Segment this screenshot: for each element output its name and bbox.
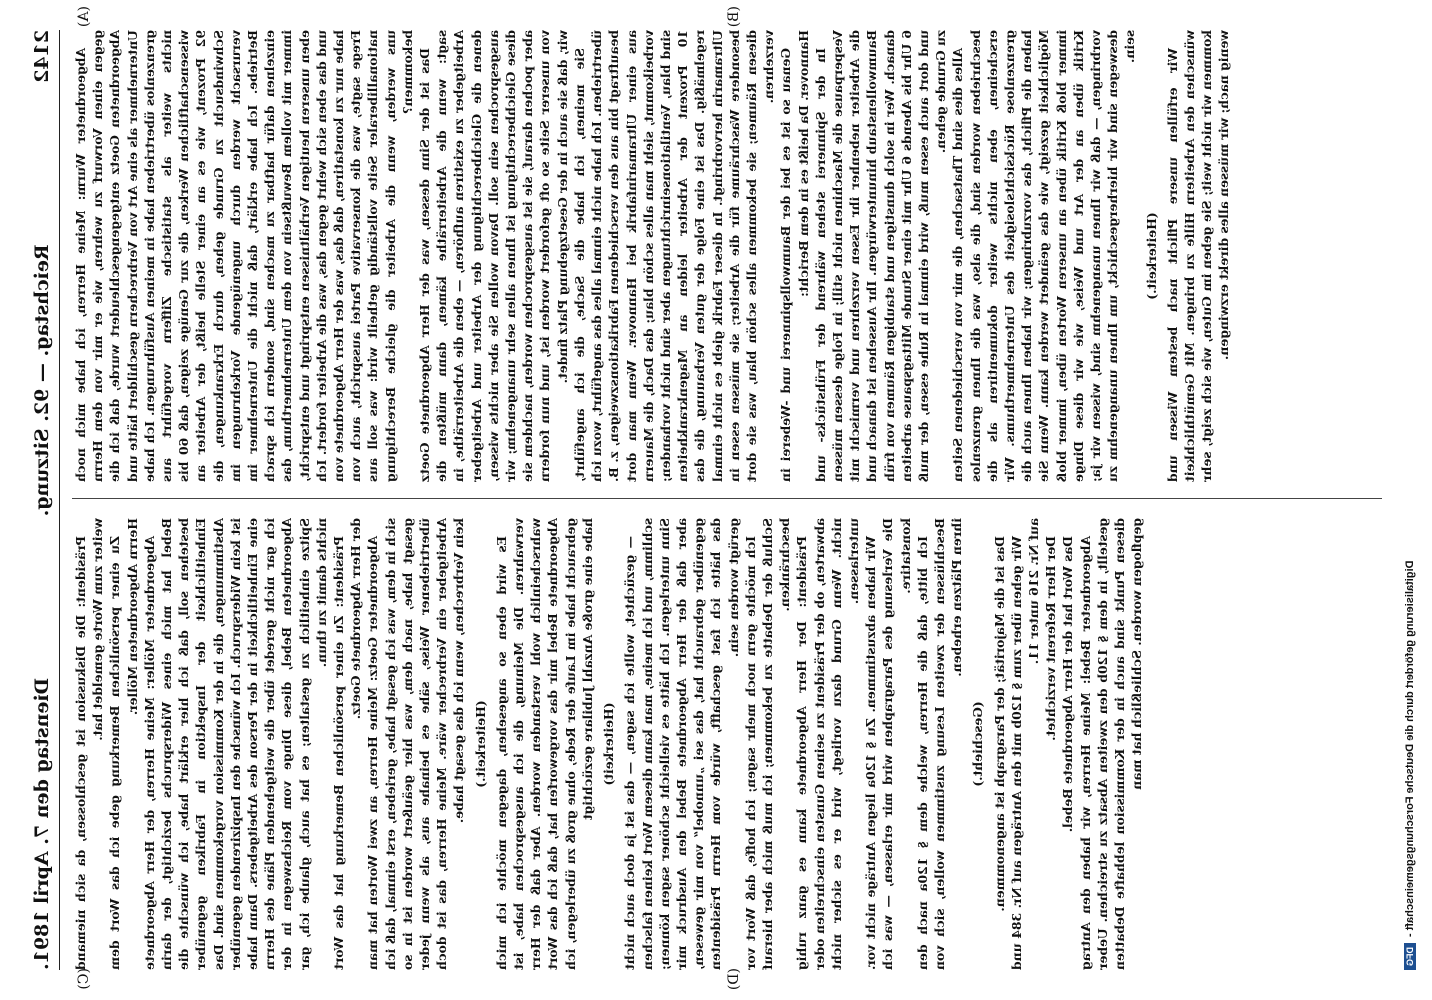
paragraph: Alles dies sind Thatsachen, die mir von verschiedenen Seiten beschrieben worden sind, die also, was die Ihnen grenzenlos erscheinen, eben nichts weiter dokumentiren als die grenzenlose Rücksichtslosigkeit des Unternehmerthums. Wir haben die Pflicht, das vorzubringen; wir haben Ihnen auch die Möglichkeit gezeigt, wie das geändert werden kann. Wenn Sie immer bloß Kritik üben an unseren Worten üben, immer bloß Kritik üben an der Art und Weise, wie wir diese Dinge vorbringen, — daß wir Ihnen unangenehm sind, wissen wir ja; deswegen sind wir hierhergeschickt, um Ihnen unangenehm zu sein. (950, 30, 1138, 482)
paragraph: Wir erfüllen unsere Pflicht nach bestem Wissen und wünschen den Arbeitern Hilfe zu bringen. Mit Gemüthlichkeit kommen wir nicht weit; Sie geben im Guten, wie sich zeigt, sehr wenig nach; wir müssen alles direkt erzwingen. (1164, 30, 1232, 482)
digitization-note (1400, 30, 1420, 970)
paragraph: Genau so ist es bei der Baumwollspinnerei und -Weberei in Hannover. Da heißt es in dem Bericht: (778, 30, 811, 482)
interjection: (Heiterkeit) (601, 702, 617, 786)
interjection: (Heiterkeit.) (472, 700, 488, 788)
marker-d: (D) (726, 968, 742, 991)
paragraph: Es wird eben so angesehen, dagegen möchte ich mich verwahren. Die Meinung, die ich ausgesprochen habe, ist wahrscheinlich wohl verstanden worden. Aber daß der Herr Abgeordnete Bebel mir das vorgeworfen hat, daß ich das Wort gebraucht habe im Laufe der Rede, ohne groß zu überlegen, ich habe eine große Anzahl Jubilare gezüchtigt (493, 518, 595, 970)
page-number: 2142 (31, 30, 53, 83)
interjection: (Heiterkeit.) (1143, 212, 1159, 300)
paragraph: Abgeordneter Goetz: Meine Herren, an zwei Worten hat man sich in dem, was ich gesagt habe, gerieben, erst einmal, daß ich gesagt habe, nach dem, was hier geäußert worden ist in so übertriebener Weise, sähe es beinahe aus, als wenn jeder Arbeitgeber ein Verbrecher wäre. Meine Herren, das ist doch kein Verbrechen, wenn ich das gesagt habe. (365, 518, 467, 970)
marker-c: (C) (76, 968, 92, 990)
paragraph: Das ist der Sinn dessen, was der Herr Abgeordnete Goetz sagt: wenn die Arbeiterräthe kämen, dann müßten die Arbeitgeber zu existiren aufhören, — eben die Arbeiterräthe, in denen die Gleichberechtigung der Arbeiter und Arbeitgeber ausgesprochen sein soll. Davon wollen Sie aber nichts wissen, diese Gleichberechtigung ist Ihnen allen sehr unangenehm; wir aber pochen darauf, sie ist ausgesprochen worden, nachdem sie von unserer Seite so oft gefordert worden ist, und nun fordern wir, daß sie auch in der Gesetzgebung Platz findet. (417, 30, 570, 482)
paragraph: Das Wort hat der Herr Abgeordnete Bebel. (1060, 536, 1076, 833)
header-left: Reichstag. — 92. Sitzung. (31, 244, 53, 517)
paragraph: Präsident: Zu einer persönlichen Bemerkung hat das Wort der Herr Abgeordnete Goetz. (331, 518, 364, 970)
paragraph: Abgeordneter Wurm: Meine Herren, ich habe mich noch gegen einen Vorwurf zu wehren, wie er mir von dem Herrn Abgeordneten Goetz entgegengeschleudert wurde, daß ich die Unternehmer als eine Art von Verbrechern geschildert hätte und grenzenlos übertrieben habe in meinen Ausführungen. Ich habe nichts weiter als statistische Ziffern vorgeführt aus wissenschaftlichen Werken, die zur Genüge zeigen, daß 60 bis 92 Prozent, wie es an einer Stelle heißt, der Arbeiter an Schwindsucht zu Grunde gehen, durch Erkrankungen, die verursacht werden durch ungenügende Vorkehrungen im Betriebe. Ich habe erklärt, daß nicht die Unternehmer im einzelnen dafür haftbar zu machen sind, sondern ich sprach immer mit vollem Bewußtsein von dem Unternehmerthum, das eben unseren heutigen Verhältnissen entspringt und entspricht, und das eben sich wehrt gegen das, was die Arbeiter fordert. Ich habe nur zu konstatiren, daß das, was der Herr Abgeordnete von Frege sagte, was die konservative Partei ausspricht, auch von nationalliberaler Seite vollständig getheilt wird: was soll aus uns werden, wenn die Arbeiter die gleiche Berechtigung bekommen? (73, 30, 415, 482)
right-column (72, 518, 1392, 970)
paragraph: — gezüchtet, wollte ich sagen, — das ist ja doch auch nicht schlimm, und ich meine, man kann diesem Wort keinen falschen Sinn unterlegen. Ich hätte es vielleicht schöner sagen können; aber daß der Herr Abgeordnete Bebel den Ausdruck mir gegenüber gebraucht hat, das sei „unnobel“ von mir gewesen, das hätte ich fast geschafft, würde vom Herrn Präsidenten gerügt worden sein. (622, 518, 741, 970)
paragraph: Zu einer persönlichen Bemerkung gebe ich das Wort dem Herrn Abgeordneten Möller. (107, 518, 140, 970)
left-column (72, 30, 1392, 482)
dfg-logo: DFG (1404, 943, 1416, 970)
interjection: (Geschieht.) (970, 701, 986, 787)
paragraph: Wir haben abzustimmen. Zu § 120a liegen Anträge nicht vor. Die Verlesung des Paragraphen wird mir erlassen, — was ich konstatire. (863, 518, 913, 970)
paragraph: Sie meinen, ich habe die Sache, die ich angeführt, übertrieben. Ich habe nicht einmal alles das angeführt, wozu ich beauftragt bin aus den verschiedenen Fabrikationszweigen, z. B. aus einer Ultramarinfabrik bei Hannover. Wenn man dort vorbeikommt, sieht man alles schön blau; das Dach, die Mauern sind blau, Ventilationseinrichtungen aber sind nicht vorhanden; 10 Prozent der Arbeiter leiden an Magenkrankheiten regelmäßig. Das ist eine Folge der guten Verbauung, die das Ultramarin hervorbringt. In dieser Fabrik giebt es nicht einmal besondere Waschräume für die Arbeiter; sie müssen essen in diesen Räumen; sie bekommen alles schön blau, was sie dort verzehren. (571, 30, 777, 482)
paragraph: Abgeordneter Bebel: Meine Herren, wir haben den Antrag gestellt, in dem § 120b den zweiten Absatz zu streichen. Ueber diesen Punkt sind auch in der Kommission lebhafte Debatten gepflogen worden. Schließlich hat man (1077, 518, 1145, 970)
paragraph: Der Herr Referent verzichtet. (1043, 536, 1059, 741)
paragraph: Das ist die Majorität; der Paragraph ist angenommen. (991, 536, 1007, 912)
digitization-text: Digitalisierung gefördert durch die Deutsche Forschungsgemeinschaft - (1404, 560, 1416, 937)
paragraph: In der Spinnerei stehen während der Frühstücks- und Vesperpause die Maschinen nicht still; in Folge dessen müssen die Arbeiter nebenher ihr Essen verzehren und vermischt mit Baumwollenstaub hinunterwürgen. Ihr Aussehen ist danach und danach. Wer in solch dunstigen und staubigen Räumen von früh 6 Uhr bis Abends 6 Uhr mit einer Stunde Mittagspause arbeiten und dort auch essen muß, wird einmal in Ruhe essen, der muß zu Grunde gehen. (812, 30, 949, 482)
paragraph: Abgeordneter Möller: Meine Herren, der Herr Abgeordnete Bebel hat mich eines Widerspruchs bezichtigt, der darin bestehen soll, daß ich hier erklärt habe, ich wünschte die Einheitlichkeit der Inspektion in Fabriken gegenüber Abstimmungen, die in der Kommission vorgekommen sind. Das ist kein Widerspruch. Ich wünsche den Inspizirenden gegenüber eine Einheitlichkeit in der Person des Arbeitgebers. Dann habe ich gar nicht geredet über die weitgehenden Pläne des Herrn Abgeordneten Bebel, diese Dinge vom Reichswegen in der Spitze einheitlich zu gestalten; es hat auch, glaube ich, gar nichts damit zu thun. (141, 518, 329, 970)
paragraph: Präsident: Der Herr Abgeordnete kann es ganz ruhig abwarten, ob der Präsident zu seinen Gunsten einschreiten oder nicht. Wenn Grund dazu vorliegt, wird er es sicher nicht unterlassen. (794, 518, 861, 970)
paragraph: Wir gehen über zum § 120b mit den Anträgen auf Nr. 384 und auf Nr. 216 unter 11. (1008, 518, 1041, 970)
column-divider (72, 498, 1382, 499)
marker-b: (B) (726, 6, 742, 28)
header-right: Dienstag den 7. April 1891. (31, 677, 53, 970)
paragraph: Ich bitte, daß die Herren, welche dem § 120a nach den Beschlüssen der zweiten Lesung zustimmen wollen, sich von ihren Plätzen erheben. (914, 518, 965, 970)
page-header (25, 30, 60, 970)
paragraph: Präsident: Die Diskussion ist geschlossen, da sich niemand weiter zum Worte gemeldet hat. (73, 518, 106, 970)
paragraph: Ich möchte gern noch mehr sagen; ich hoffe, daß Wort vor Schluß der Debatte zu bekommen; ich muß mich aber hierauf beschränken. (742, 518, 793, 970)
marker-a: (A) (76, 6, 92, 28)
